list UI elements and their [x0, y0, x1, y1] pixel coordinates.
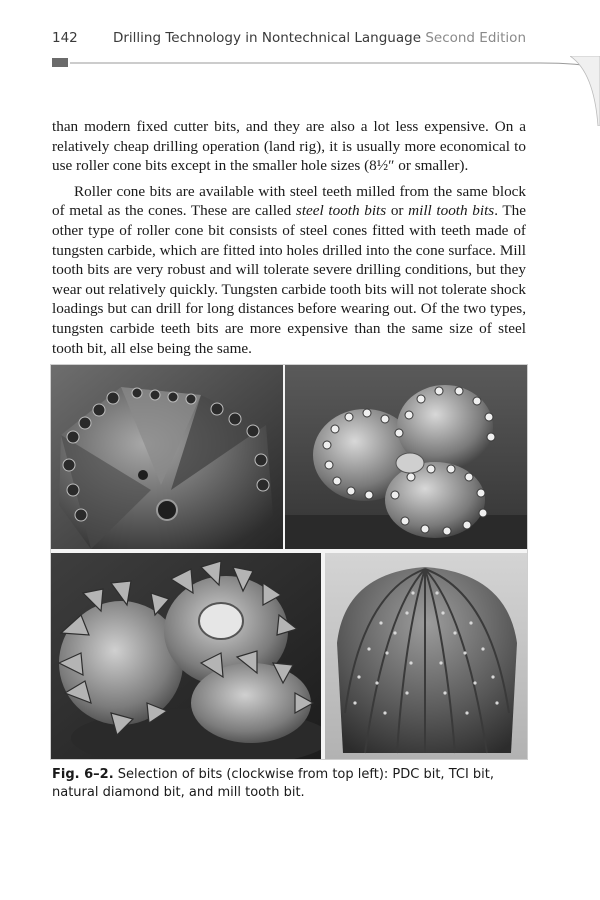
- photo-pdc-bit: [51, 365, 283, 549]
- figure-drill-bits: [50, 364, 528, 760]
- paragraph-1: than modern fixed cutter bits, and they are also a lot less expensive. On a relatively cheap drilling operation (land rig), it is usually more economical to use roller cone bits except in the smaller hole sizes (8½″ or smaller).: [52, 118, 526, 175]
- page-number: 142: [52, 30, 78, 46]
- edition-label: Second Edition: [425, 30, 526, 46]
- figure-caption: [52, 766, 526, 802]
- photo-tci-bit: [285, 365, 527, 549]
- term-mill-tooth-bits: mill tooth bits: [408, 202, 495, 220]
- paragraph-2: Roller cone bits are available with steel teeth milled from the same block of metal as the cones. These are called steel tooth bits or mill tooth bits. The other type of roller cone bit consists of steel cones fitted with teeth made of tungsten carbide, which are fitted into holes drilled into the cone surface. Mill tooth bits are very robust and will tolerate severe drilling conditions, but they wear out relatively quickly. Tungsten carbide tooth bits will not tolerate shock loadings but can drill for long distances before wearing out. Of the two types, tungsten carbide teeth bits are more expensive than the same size of steel tooth bit, all else being the same.: [52, 182, 526, 357]
- page-curl: [570, 56, 600, 126]
- chapter-tab-marker: [52, 58, 68, 67]
- photo-mill-tooth-bit: [51, 553, 321, 759]
- book-title: Drilling Technology in Nontechnical Language: [112, 30, 422, 46]
- photo-natural-diamond-bit: [325, 553, 527, 759]
- caption-text: Selection of bits (clockwise from top left): PDC bit, TCI bit, natural diamond bit, and mill tooth bit.: [52, 767, 495, 800]
- term-steel-tooth-bits: steel tooth bits: [295, 202, 387, 220]
- running-header: [52, 30, 526, 50]
- running-title: [113, 30, 526, 46]
- figure-label: Fig. 6–2.: [52, 767, 114, 782]
- header-rule: [70, 56, 600, 70]
- body-text: [52, 117, 526, 358]
